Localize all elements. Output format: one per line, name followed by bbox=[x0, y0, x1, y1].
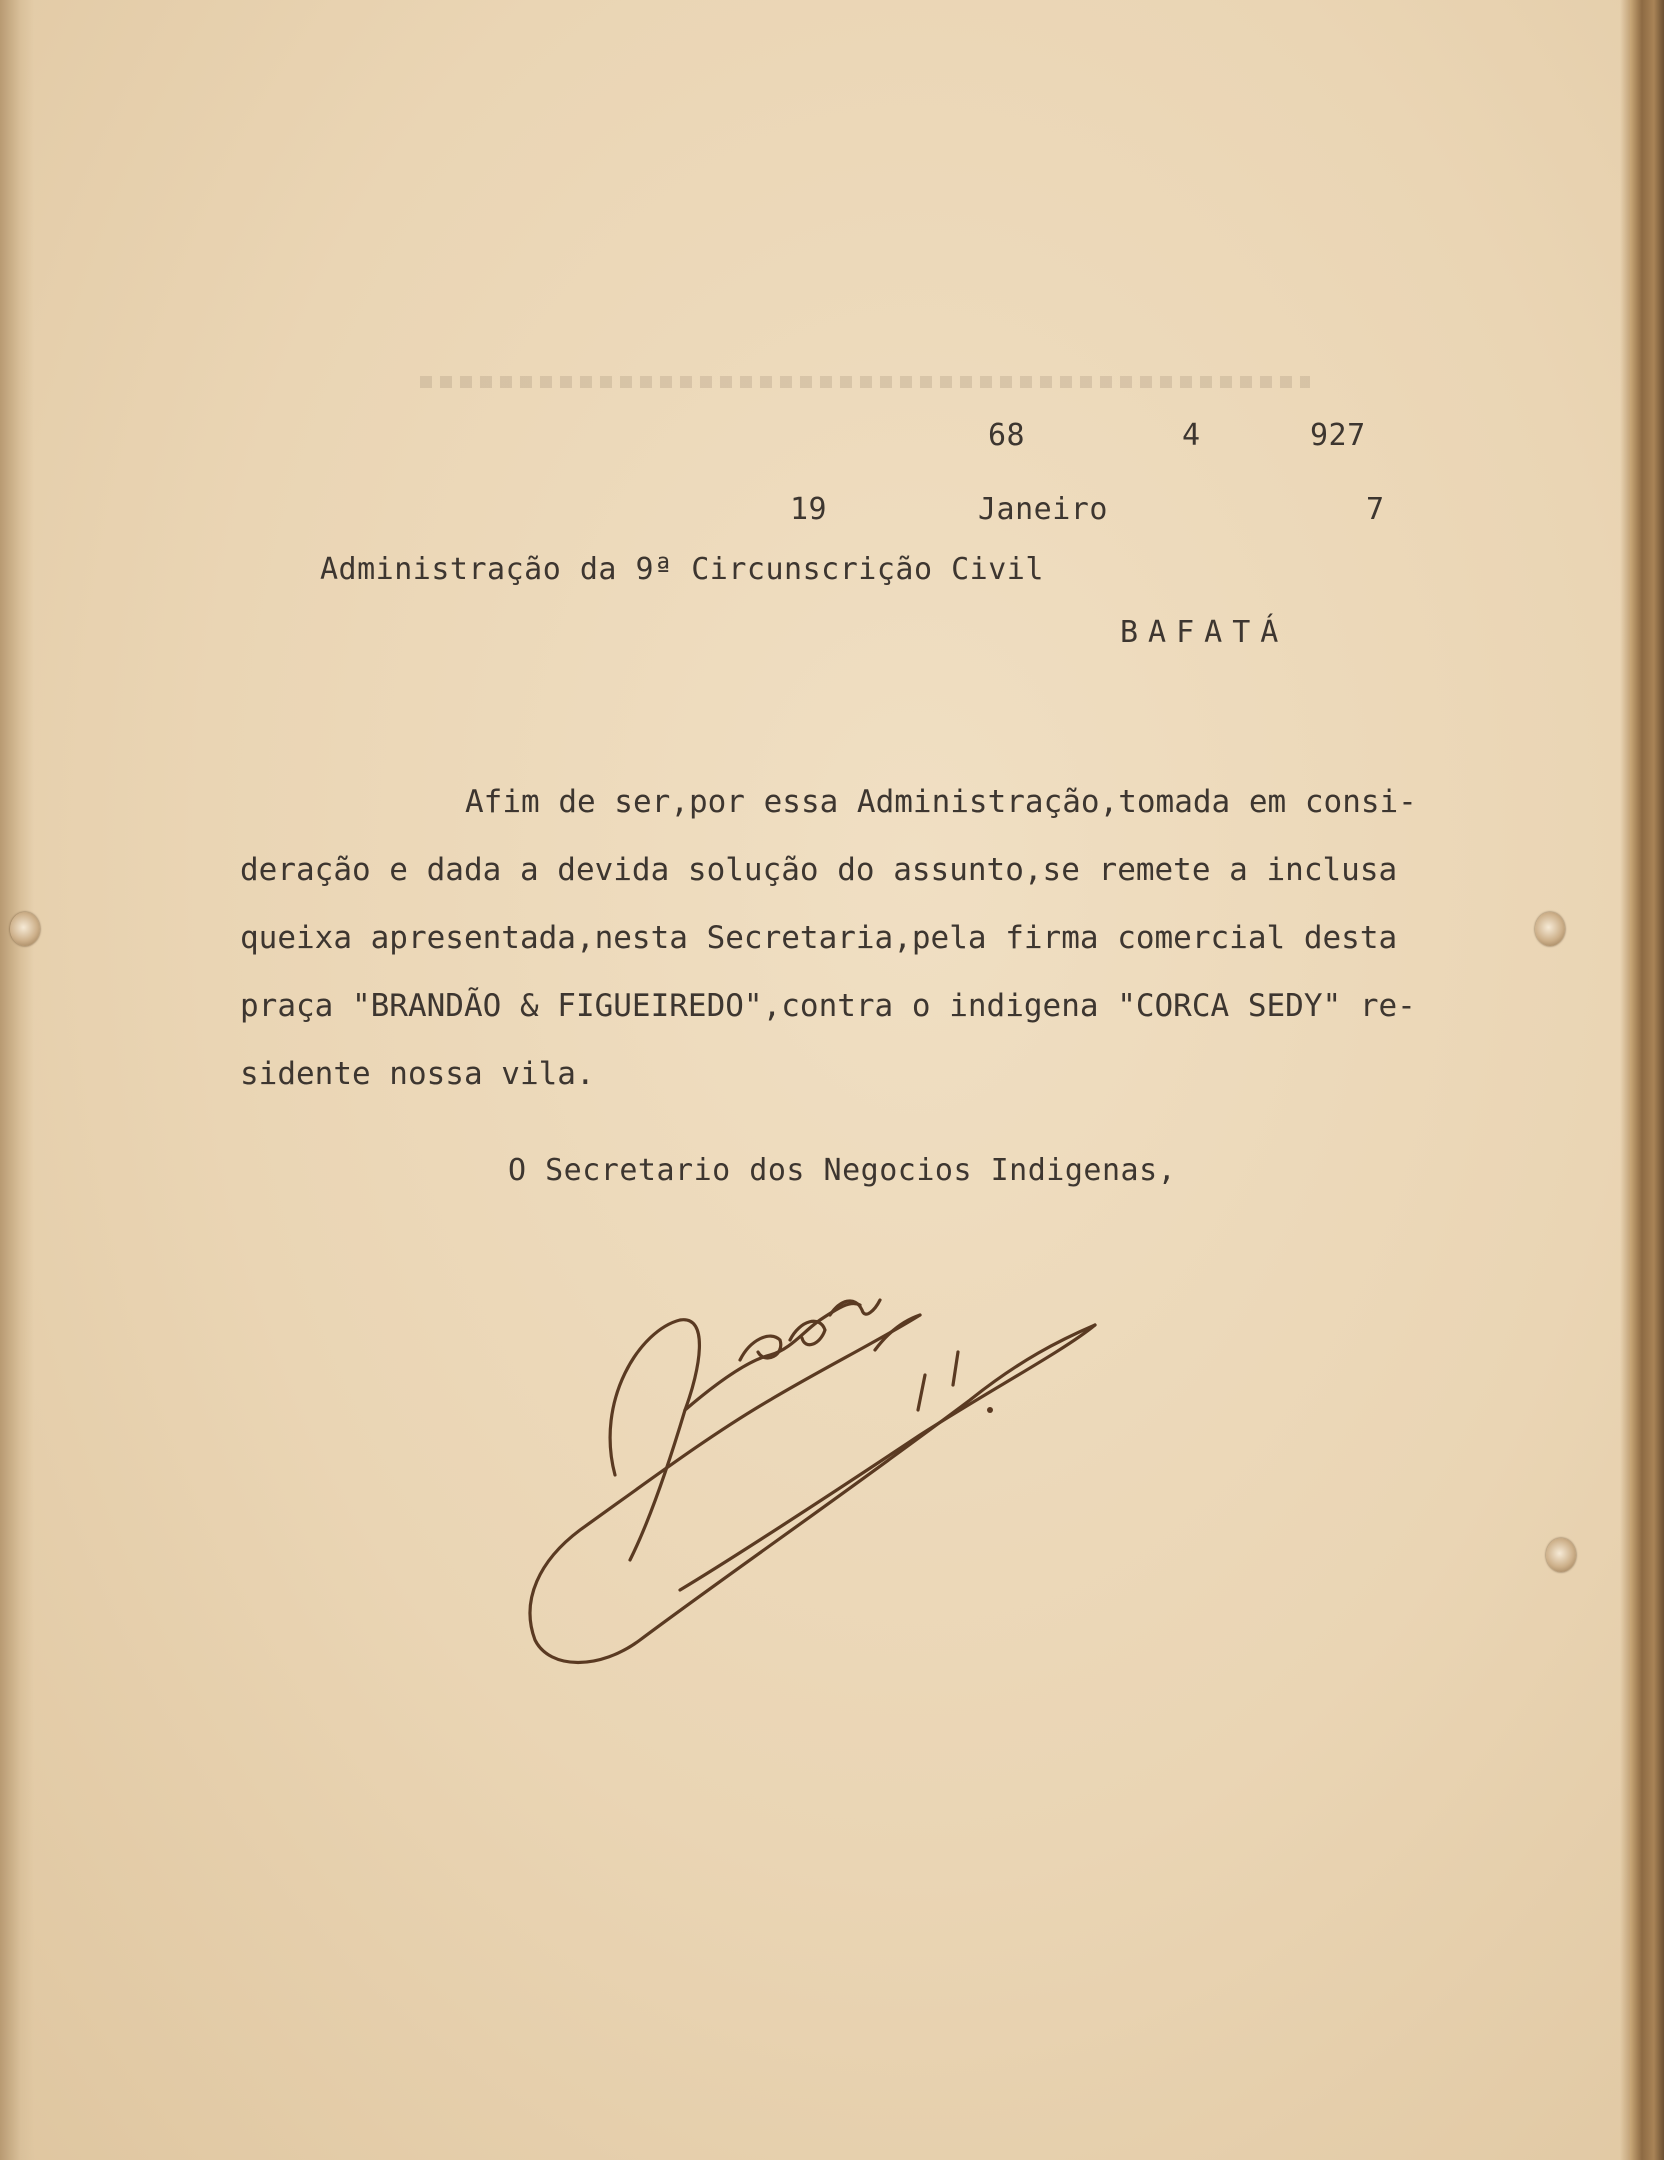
date-month: Janeiro bbox=[978, 492, 1108, 527]
recipient-administration: Administração da 9ª Circunscrição Civil bbox=[320, 552, 1044, 587]
letter-body bbox=[240, 768, 1530, 1108]
body-line: sidente nossa vila. bbox=[240, 1056, 595, 1092]
book-binding bbox=[1630, 0, 1664, 2160]
reference-year: 927 bbox=[1310, 418, 1366, 453]
body-line: deração e dada a devida solução do assunto,se remete a inclusa bbox=[240, 852, 1398, 888]
page-gutter-shadow bbox=[0, 0, 34, 2160]
punch-hole-right-upper bbox=[1535, 912, 1565, 946]
handwritten-signature bbox=[520, 1260, 1160, 1680]
punch-hole-left bbox=[10, 912, 40, 946]
bleed-through-dashes bbox=[420, 376, 1310, 388]
punch-hole-right-lower bbox=[1546, 1538, 1576, 1572]
body-line: queixa apresentada,nesta Secretaria,pela firma comercial desta bbox=[240, 920, 1398, 956]
binding-edge bbox=[1620, 0, 1630, 2160]
body-line: Afim de ser,por essa Administração,tomada em consi- bbox=[465, 784, 1417, 820]
date-sequence: 7 bbox=[1366, 492, 1385, 527]
reference-number: 68 bbox=[988, 418, 1026, 453]
closing-title: O Secretario dos Negocios Indigenas, bbox=[508, 1153, 1177, 1188]
date-day: 19 bbox=[790, 492, 828, 527]
body-line: praça "BRANDÃO & FIGUEIREDO",contra o indigena "CORCA SEDY" re- bbox=[240, 988, 1416, 1024]
recipient-city: BAFATÁ bbox=[1120, 615, 1289, 650]
reference-section: 4 bbox=[1182, 418, 1201, 453]
